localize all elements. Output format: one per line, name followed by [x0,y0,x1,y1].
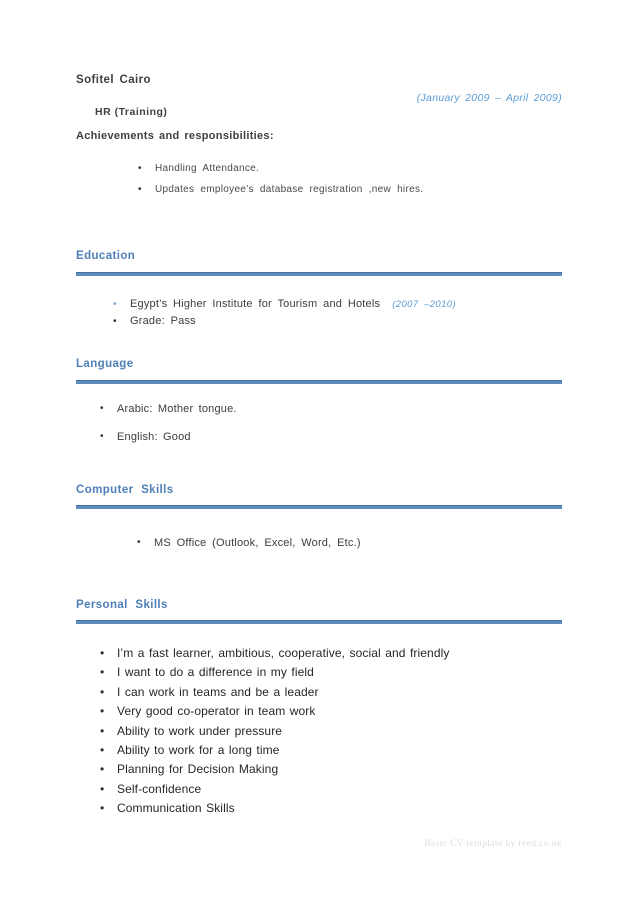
achievement-text: Updates employee’s database registration ,new hires. [155,184,424,195]
list-item [100,722,449,741]
list-item [138,183,423,196]
language-item-text: Arabic: Mother tongue. [117,403,237,415]
list-item [100,741,449,760]
list-item [100,702,449,721]
language-list [100,402,237,458]
bullet-icon: • [100,723,105,738]
section-divider [76,380,562,384]
personal-skill-text: I want to do a difference in my field [117,665,314,680]
list-item [100,799,449,818]
footer-credit: Basic CV template by reed.co.uk [424,839,562,849]
bullet-icon: • [100,646,105,660]
language-item-text: English: Good [117,431,191,443]
personal-skills-list [100,644,449,819]
bullet-icon: • [100,684,105,699]
bullet-icon: • [100,801,105,816]
list-item [113,296,456,313]
section-title-computer-skills: Computer Skills [76,484,174,496]
section-title-education: Education [76,250,136,262]
personal-skill-text: I can work in teams and be a leader [117,684,319,699]
employer-name: Sofitel Cairo [76,74,151,86]
list-item [137,536,361,550]
list-item [100,780,449,799]
list-item [113,313,456,330]
section-divider [76,505,562,509]
bullet-icon: • [100,743,105,758]
list-item [100,663,449,682]
personal-skill-text: I’m a fast learner, ambitious, cooperative, social and friendly [117,646,450,660]
section-divider [76,272,562,276]
education-item-date: (2007 –2010) [392,299,457,310]
list-item [100,430,237,444]
bullet-icon: • [100,665,105,680]
education-list [113,296,456,330]
section-divider [76,620,562,624]
achievement-text: Handling Attendance. [155,163,260,174]
personal-skill-text: Ability to work under pressure [117,723,283,738]
bullet-icon: • [113,299,117,310]
section-title-language: Language [76,358,134,370]
personal-skill-text: Communication Skills [117,801,235,816]
list-item [100,402,237,416]
bullet-icon: • [137,537,141,548]
list-item [100,683,449,702]
education-item-text: Egypt’s Higher Institute for Tourism and Hotels [130,298,381,310]
bullet-icon: • [113,316,117,327]
education-item-text: Grade: Pass [130,315,196,327]
section-title-personal-skills: Personal Skills [76,599,168,611]
bullet-icon: • [138,163,142,174]
list-item [100,644,449,663]
bullet-icon: • [100,762,105,777]
personal-skill-text: Ability to work for a long time [117,743,280,758]
bullet-icon: • [100,781,105,796]
list-item [138,162,423,175]
job-role: HR (Training) [95,106,168,118]
list-item [100,760,449,779]
computer-skills-list [137,536,361,550]
bullet-icon: • [138,184,142,195]
achievements-label: Achievements and responsibilities: [76,130,274,142]
achievements-list [138,162,423,204]
bullet-icon: • [100,704,105,719]
computer-skill-text: MS Office (Outlook, Excel, Word, Etc.) [154,537,361,549]
personal-skill-text: Self-confidence [117,781,202,796]
personal-skill-text: Very good co-operator in team work [117,704,316,719]
experience-date-range: (January 2009 – April 2009) [416,92,562,104]
bullet-icon: • [100,403,104,414]
bullet-icon: • [100,431,104,442]
personal-skill-text: Planning for Decision Making [117,762,279,777]
